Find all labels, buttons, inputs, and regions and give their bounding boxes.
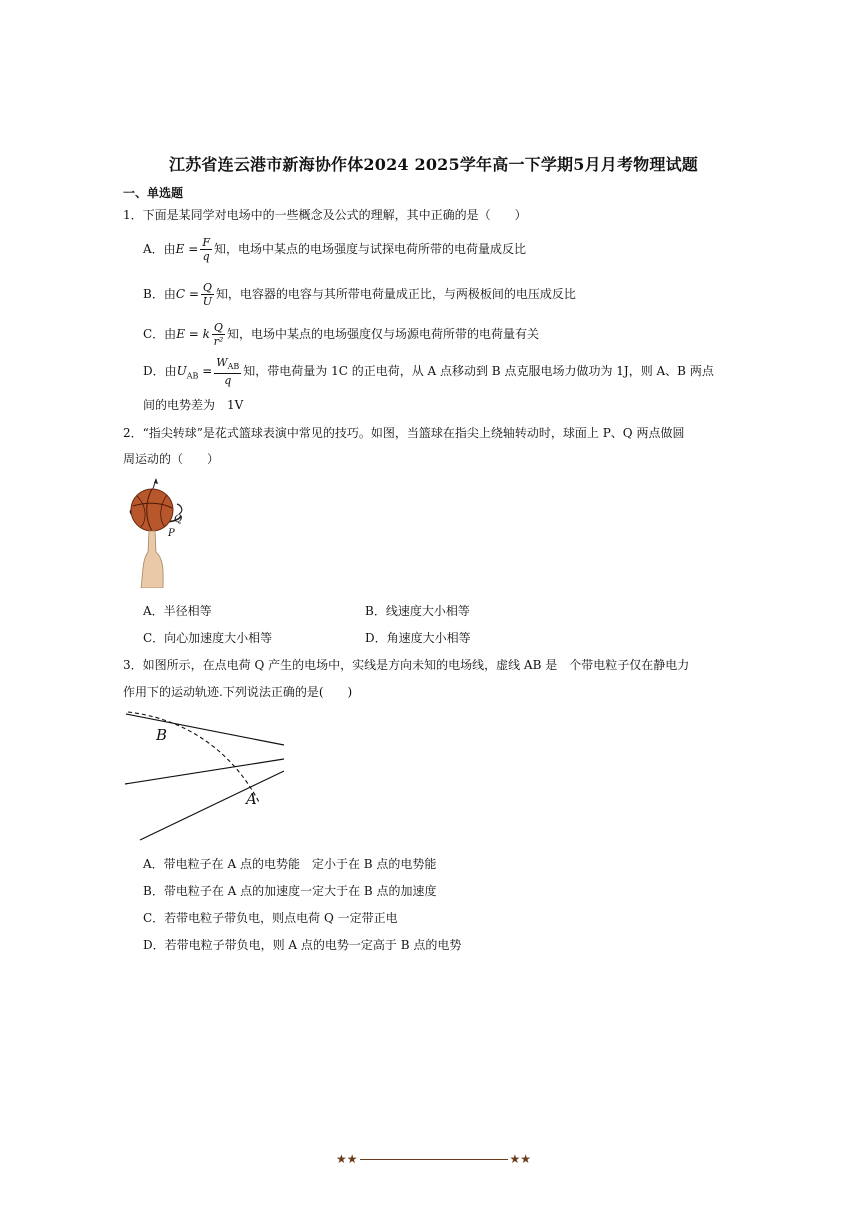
question-3-stem-line1: 3．如图所示，在点电荷 Q 产生的电场中，实线是方向未知的电场线，虚线 AB 是 个带电粒子仅在静电力: [123, 658, 690, 672]
hand: [141, 531, 163, 588]
electric-field-figure: [120, 708, 290, 844]
q2-option-b: B．线速度大小相等: [365, 604, 470, 618]
particle-trajectory: [128, 712, 260, 804]
q3-option-b: B．带电粒子在 A 点的加速度一定大于在 B 点的加速度: [143, 884, 437, 898]
q3-option-d: D．若带电粒子带负电，则 A 点的电势一定高于 B 点的电势: [143, 938, 462, 952]
field-line-2: [125, 759, 284, 784]
point-a-label: A: [246, 790, 257, 808]
q1-option-d: D．由$U_{AB}$ = $\frac{W_{AB}}{q}$ 知，带电荷量为 1C 的正电荷，从 A 点移动到 B 点克服电场力做功为 1J，则 A、B 两点: [143, 356, 714, 388]
q3-option-a: A．带电粒子在 A 点的电势能 定小于在 B 点的电势能: [143, 857, 437, 871]
q1-option-b: B．由C = $\frac{Q}{U}$ 知，电容器的电容与其所带电荷量成正比，与两极板间的电压成反比: [143, 281, 576, 308]
field-line-1: [126, 714, 284, 745]
point-b-label: B: [156, 726, 168, 744]
section-heading: 一、单选题: [123, 186, 184, 200]
spinning-basketball-figure: [125, 476, 195, 588]
field-line-3: [140, 771, 284, 840]
question-1-stem: 1．下面是某同学对电场中的一些概念及公式的理解，其中正确的是（ ）: [123, 208, 527, 222]
q2-option-d: D．角速度大小相等: [365, 631, 471, 645]
page-title: 江苏省连云港市新海协作体2024 2025学年高一下学期5月月考物理试题: [169, 155, 698, 174]
q2-option-c: C．向心加速度大小相等: [143, 631, 273, 645]
question-3-stem-line2: 作用下的运动轨迹.下列说法正确的是( ): [123, 685, 353, 699]
footer-stars-right: ★★: [509, 1152, 532, 1166]
label-p: P: [168, 528, 175, 539]
page-footer: [0, 1152, 867, 1166]
q1-option-c: C．由E = k $\frac{Q}{\text{r²}}$ 知，电场中某点的电场强度仅与场源电荷所带的电荷量有关: [143, 321, 539, 348]
question-2-stem-line1: 2．“指尖转球”是花式篮球表演中常见的技巧。如图，当篮球在指尖上绕轴转动时，球面上 P、Q 两点做圆: [123, 426, 685, 440]
label-q: Q: [174, 514, 183, 525]
q1-option-d-continued: 间的电势差为 1V: [143, 398, 244, 412]
q3-option-c: C．若带电粒子带负电，则点电荷 Q 一定带正电: [143, 911, 398, 925]
q2-option-a: A．半径相等: [143, 604, 212, 618]
q1-option-a: A．由E = $\frac{F}{q}$ 知，电场中某点的电场强度与试探电荷所带的电荷量成反比: [143, 236, 526, 263]
footer-rule: [360, 1159, 508, 1160]
question-2-stem-line2: 周运动的（ ）: [123, 452, 220, 466]
footer-stars-left: ★★: [335, 1152, 358, 1166]
